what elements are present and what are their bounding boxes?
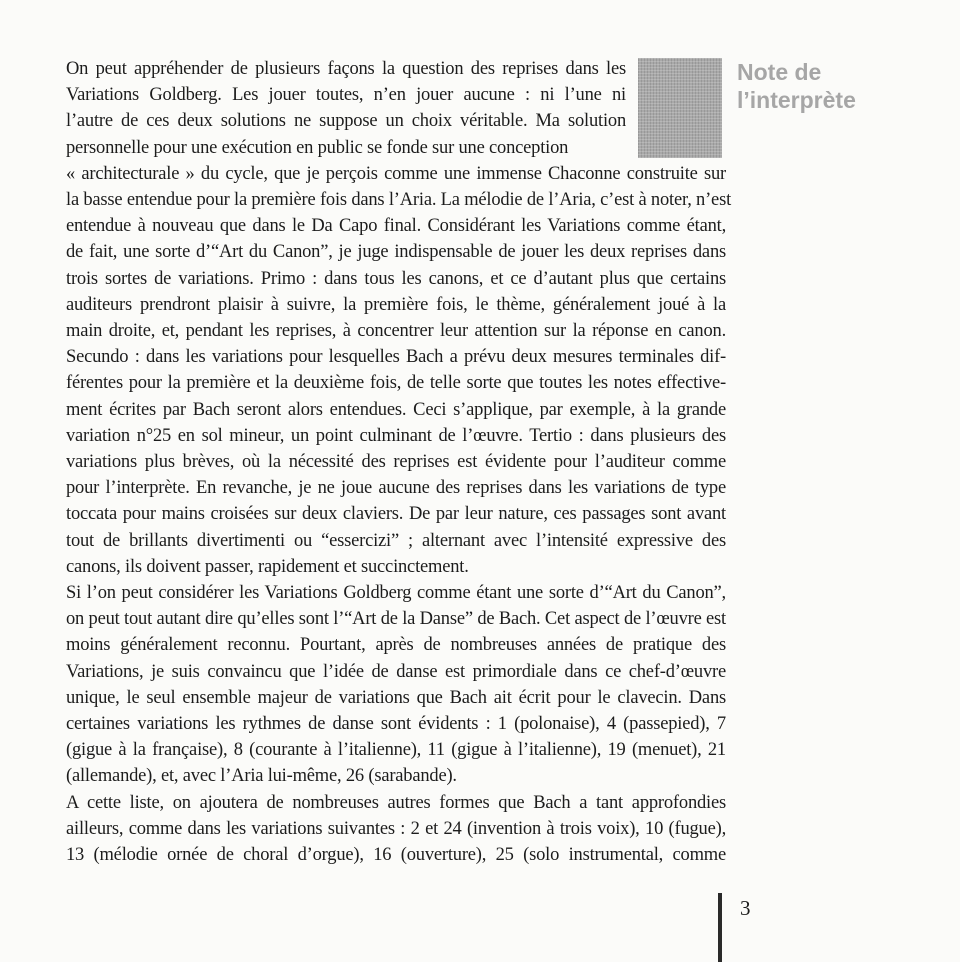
- text-line: l’autre de ces deux solutions ne suppose un choix véritable. Ma solution: [66, 111, 626, 132]
- text-line: A cette liste, on ajoutera de nombreuses autres formes que Bach a tant approfondies: [66, 792, 726, 813]
- text-line: ailleurs, comme dans les variations suivantes : 2 et 24 (invention à trois voix), 10 (fugue),: [66, 818, 726, 839]
- text-line: main droite, et, pendant les reprises, à concentrer leur attention sur la réponse en canon.: [66, 321, 726, 342]
- text-line: pour l’interprète. En revanche, je ne joue aucune des reprises dans les variations de type: [66, 478, 726, 499]
- section-title-line-1: Note de: [737, 59, 822, 85]
- paragraph-2: [66, 580, 726, 790]
- text-line: « architecturale » du cycle, que je perçois comme une immense Chaconne construite sur: [66, 163, 726, 184]
- text-line: toccata pour mains croisées sur deux claviers. De par leur nature, ces passages sont avant: [66, 504, 726, 525]
- text-line: (allemande), et, avec l’Aria lui-même, 26 (sarabande).: [66, 766, 457, 787]
- text-line: variations plus brèves, où la nécessité des reprises est évidente pour l’auditeur comme: [66, 452, 726, 473]
- text-line: canons, ils doivent passer, rapidement et succinctement.: [66, 556, 469, 577]
- body-text: [66, 56, 732, 868]
- text-line: la basse entendue pour la première fois dans l’Aria. La mélodie de l’Aria, c’est à noter, n’est: [66, 190, 732, 211]
- text-line: Variations, je suis convaincu que l’idée de danse est primordiale dans ce chef-d’œuvre: [66, 661, 726, 682]
- page-marker-bar: [718, 893, 722, 962]
- paragraph-1: [66, 56, 732, 580]
- text-line: on peut tout autant dire qu’elles sont l’“Art de la Danse” de Bach. Cet aspect de l’œuvre est: [66, 609, 726, 630]
- section-title-line-2: l’interprète: [737, 87, 856, 113]
- text-line: unique, le seul ensemble majeur de variations que Bach ait écrit pour le clavecin. Dans: [66, 687, 726, 708]
- text-line: Variations Goldberg. Les jouer toutes, n’en jouer aucune : ni l’une ni: [66, 85, 626, 106]
- text-line: variation n°25 en sol mineur, un point culminant de l’œuvre. Tertio : dans plusieurs des: [66, 425, 726, 446]
- text-line: 13 (mélodie ornée de choral d’orgue), 16 (ouverture), 25 (solo instrumental, comme: [66, 845, 726, 866]
- text-line: tout de brillants divertimenti ou “essercizi” ; alternant avec l’intensité expressive des: [66, 530, 726, 551]
- text-line: moins généralement reconnu. Pourtant, après de nombreuses années de pratique des: [66, 635, 726, 656]
- text-line: On peut appréhender de plusieurs façons la question des reprises dans les: [66, 59, 626, 79]
- text-line: entendue à nouveau que dans le Da Capo final. Considérant les Variations comme étant,: [66, 216, 726, 237]
- text-line: trois sortes de variations. Primo : dans tous les canons, et ce d’autant plus que certains: [66, 268, 726, 289]
- text-line: Si l’on peut considérer les Variations Goldberg comme étant une sorte d’“Art du Canon”,: [66, 583, 726, 604]
- text-line: Secundo : dans les variations pour lesquelles Bach a prévu deux mesures terminales dif-: [66, 347, 726, 368]
- text-line: personnelle pour une exécution en public se fonde sur une conception: [66, 137, 569, 158]
- text-line: (gigue à la française), 8 (courante à l’italienne), 11 (gigue à l’italienne), 19 (menuet), 21: [66, 740, 726, 761]
- text-line: ment écrites par Bach seront alors entendues. Ceci s’applique, par exemple, à la grande: [66, 399, 726, 420]
- section-title: [737, 58, 937, 114]
- paragraph-3: [66, 790, 726, 869]
- text-line: certaines variations les rythmes de danse sont évidents : 1 (polonaise), 4 (passepied), 7: [66, 714, 726, 735]
- text-line: férentes pour la première et la deuxième fois, de telle sorte que toutes les notes effective-: [66, 373, 726, 394]
- text-line: de fait, une sorte d’“Art du Canon”, je juge indispensable de jouer les deux reprises dans: [66, 242, 726, 263]
- text-line: auditeurs prendront plaisir à suivre, la première fois, le thème, généralement joué à la: [66, 294, 726, 315]
- page-number: 3: [740, 896, 751, 920]
